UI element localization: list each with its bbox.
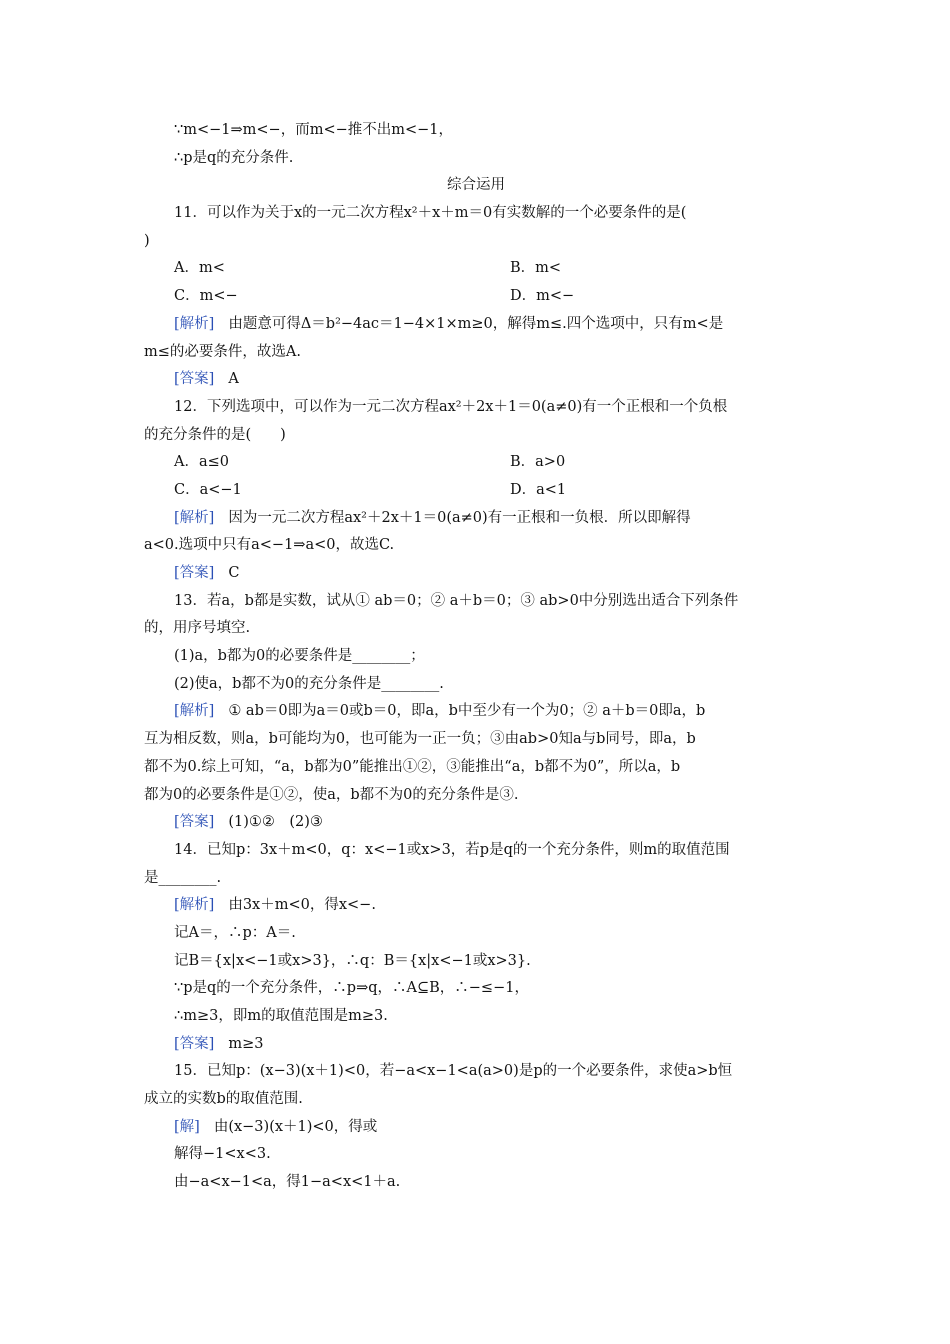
line-text: m≥3	[228, 1035, 264, 1052]
line-text: 由题意可得Δ＝b²−4ac＝1−4×1×m≥0，解得m≤.四个选项中，只有m<是	[228, 315, 724, 332]
solution-label: [答案]	[174, 565, 215, 581]
text-line	[144, 311, 808, 339]
line-text: 是________.	[144, 869, 222, 886]
line-text: 由−a<x−1<a，得1−a<x<1＋a.	[174, 1174, 401, 1191]
text-line	[144, 588, 808, 616]
text-line	[144, 117, 808, 145]
text-line	[144, 892, 808, 920]
line-text: ∵m<−1⇒m<−，而m<−推不出m<−1，	[174, 122, 454, 138]
line-text: A	[228, 371, 239, 388]
line-text: ① ab＝0即为a＝0或b＝0，即a，b中至少有一个为0；② a＋b＝0即a，b	[228, 703, 706, 720]
option-row	[144, 477, 808, 505]
line-text: 互为相反数，则a，b可能均为0，也可能为一正一负；③由ab>0知a与b同号，即a，b	[144, 731, 696, 748]
text-line	[144, 1058, 808, 1086]
line-text: 成立的实数b的取值范围.	[144, 1091, 303, 1108]
line-text: ∴p是q的充分条件.	[174, 149, 294, 166]
text-line	[144, 1169, 808, 1197]
text-line	[144, 532, 808, 560]
text-line	[144, 560, 808, 588]
line-text: 11．可以作为关于x的一元二次方程x²＋x＋m＝0有实数解的一个必要条件的是(	[174, 205, 687, 222]
text-line	[144, 865, 808, 893]
line-text: 由3x＋m<0，得x<−.	[228, 897, 376, 914]
line-text: 由(x−3)(x＋1)<0，得或	[213, 1118, 378, 1135]
text-line	[144, 1141, 808, 1169]
document-body	[144, 117, 808, 1197]
text-line	[144, 200, 808, 228]
line-text: 15．已知p：(x−3)(x＋1)<0，若−a<x−1<a(a>0)是p的一个必要条件，求使a>b恒	[174, 1063, 733, 1080]
line-text: 记A＝，∴p：A＝.	[174, 924, 296, 941]
line-text: m≤的必要条件，故选A.	[144, 343, 301, 360]
line-text: 综合运用	[447, 177, 505, 194]
option-right: B．m<	[510, 260, 562, 277]
option-left: A．m<	[174, 260, 225, 277]
text-line	[144, 145, 808, 173]
line-text: a<0.选项中只有a<−1⇒a<0，故选C.	[144, 537, 395, 554]
text-line	[144, 339, 808, 367]
option-left: C．a<−1	[174, 481, 242, 498]
line-text: 的，用序号填空.	[144, 620, 251, 637]
line-text: 记B＝{x|x<−1或x>3}，∴q：B＝{x|x<−1或x>3}.	[174, 952, 531, 969]
line-text: 解得−1<x<3.	[174, 1146, 271, 1163]
solution-label: [解析]	[174, 703, 215, 720]
text-line	[144, 422, 808, 450]
option-right: D．m<−	[510, 288, 575, 305]
solution-label: [答案]	[174, 371, 215, 388]
line-text: ∴m≥3，即m的取值范围是m≥3.	[174, 1008, 388, 1024]
solution-label: [答案]	[174, 1035, 215, 1052]
text-line	[144, 948, 808, 976]
text-line	[144, 1031, 808, 1059]
section-heading	[144, 172, 808, 200]
solution-label: [解析]	[174, 897, 215, 914]
text-line	[144, 1086, 808, 1114]
text-line	[144, 394, 808, 422]
text-line	[144, 726, 808, 754]
option-right: D．a<1	[510, 481, 567, 498]
option-row	[144, 255, 808, 283]
line-text: ∵p是q的一个充分条件，∴p⇒q，∴A⊆B，∴−≤−1，	[174, 980, 529, 997]
line-text: (2)使a，b都不为0的充分条件是________.	[174, 675, 444, 692]
option-left: C．m<−	[174, 288, 238, 305]
text-line	[144, 809, 808, 837]
line-text: 12．下列选项中，可以作为一元二次方程ax²＋2x＋1＝0(a≠0)有一个正根和一个负根	[174, 398, 728, 415]
line-text: 都为0的必要条件是①②，使a，b都不为0的充分条件是③.	[144, 786, 519, 803]
line-text: C	[228, 565, 240, 581]
line-text: 因为一元二次方程ax²＋2x＋1＝0(a≠0)有一正根和一负根．所以即解得	[228, 509, 691, 526]
line-text: (1)a，b都为0的必要条件是________；	[174, 648, 425, 665]
text-line	[144, 837, 808, 865]
text-line	[144, 615, 808, 643]
text-line	[144, 228, 808, 256]
text-line	[144, 366, 808, 394]
text-line	[144, 1003, 808, 1031]
text-line	[144, 1114, 808, 1142]
line-text: 13．若a，b都是实数，试从① ab＝0；② a＋b＝0；③ ab>0中分别选出适合下列条件	[174, 592, 739, 609]
text-line	[144, 975, 808, 1003]
solution-label: [解析]	[174, 509, 215, 526]
text-line	[144, 782, 808, 810]
option-right: B．a>0	[510, 454, 566, 471]
text-line	[144, 643, 808, 671]
text-line	[144, 698, 808, 726]
option-row	[144, 449, 808, 477]
line-text: 的充分条件的是( )	[144, 426, 286, 443]
option-left: A．a≤0	[174, 454, 229, 471]
text-line	[144, 505, 808, 533]
line-text: (1)①② (2)③	[228, 814, 323, 831]
line-text: 14．已知p：3x＋m<0，q：x<−1或x>3，若p是q的一个充分条件，则m的取值范围	[174, 841, 730, 858]
text-line	[144, 754, 808, 782]
solution-label: [解析]	[174, 315, 215, 332]
line-text: )	[144, 232, 150, 249]
text-line	[144, 671, 808, 699]
text-line	[144, 920, 808, 948]
option-row	[144, 283, 808, 311]
solution-label: [答案]	[174, 814, 215, 831]
solution-label: [解]	[174, 1118, 200, 1135]
line-text: 都不为0.综上可知，“a，b都为0”能推出①②，③能推出“a，b都不为0”，所以a，b	[144, 758, 681, 775]
